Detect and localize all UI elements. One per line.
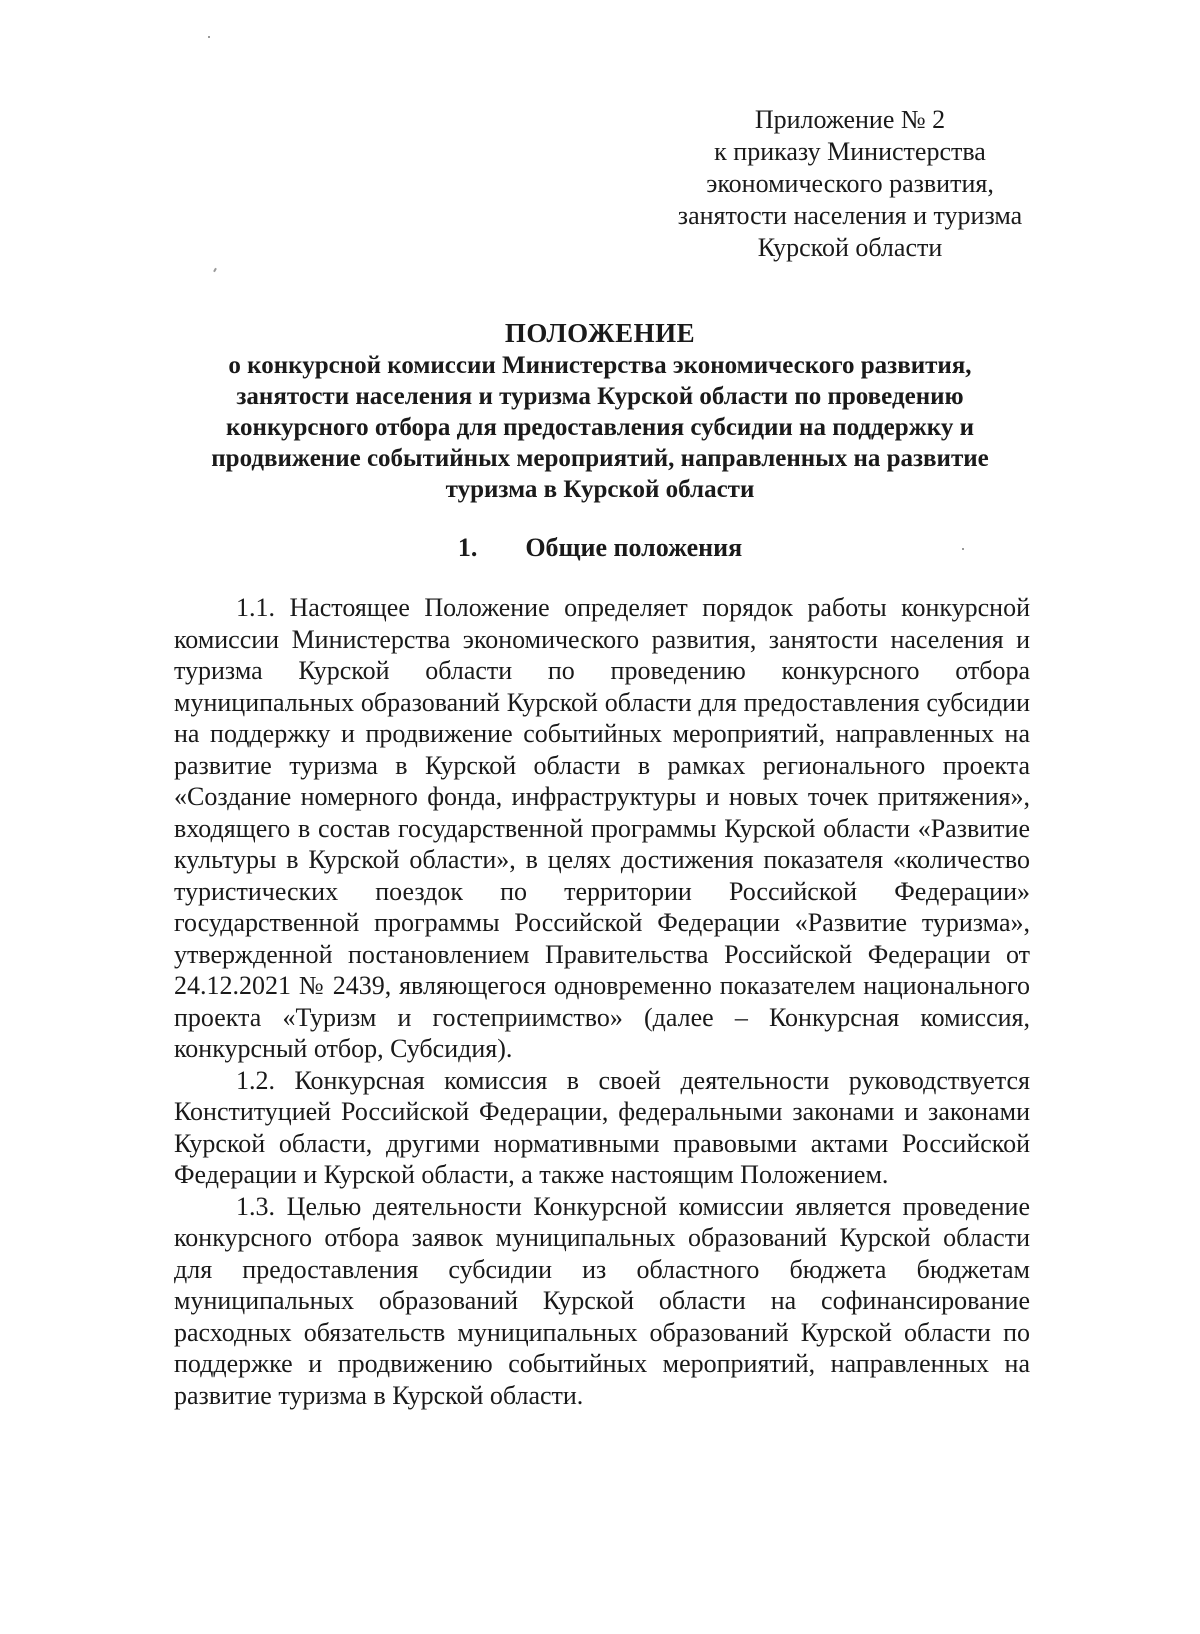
scan-speck: [208, 36, 210, 38]
appendix-line: Курской области: [757, 233, 943, 262]
paragraph-1-3: 1.3. Целью деятельности Конкурсной комиссии является проведение конкурсного отбора заявок муниципальных образований Курской области для предоставления субсидии из областного бюджета бюджетам муниципальных образований Курской области на софинансирование расходных обязательств муниципальных образований Курской области по поддержке и продвижению событийных мероприятий, направленных на развитие туризма в Курской области.: [174, 1191, 1030, 1410]
appendix-line: Приложение № 2: [754, 105, 946, 134]
scan-speck: [213, 268, 217, 272]
appendix-block: [660, 104, 1040, 264]
scan-speck: [962, 548, 964, 550]
section-heading: [170, 532, 1030, 564]
document-subtitle: о конкурсной комиссии Министерства экономического развития, занятости населения и туризма Курской области по проведению конкурсного отбора для предоставления субсидии на поддержку и продвижение событийных мероприятий, направленных на развитие туризма в Курской области: [211, 352, 989, 503]
paragraph-1-2: 1.2. Конкурсная комиссия в своей деятельности руководствуется Конституцией Российской Федерации, федеральными законами и законами Курской области, другими нормативными правовыми актами Российской Федерации и Курской области, а также настоящим Положением.: [174, 1065, 1030, 1189]
paragraph-1-1: 1.1. Настоящее Положение определяет порядок работы конкурсной комиссии Министерства экономического развития, занятости населения и туризма Курской области по проведению конкурсного отбора муниципальных образований Курской области для предоставления субсидии на поддержку и продвижение событийных мероприятий, направленных на развитие туризма в Курской области в рамках регионального проекта «Создание номерного фонда, инфраструктуры и новых точек притяжения», входящего в состав государственной программы Курской области «Развитие культуры в Курской области», в целях достижения показателя «количество туристических поездок по территории Российской Федерации» государственной программы Российской Федерации «Развитие туризма», утвержденной постановлением Правительства Российской Федерации от 24.12.2021 № 2439, являющегося одновременно показателем национального проекта «Туризм и гостеприимство» (далее – Конкурсная комиссия, конкурсный отбор, Субсидия).: [174, 593, 1030, 1063]
document-title: ПОЛОЖЕНИЕ: [504, 318, 696, 348]
section-number: 1.: [457, 533, 478, 562]
appendix-line: занятости населения и туризма: [677, 201, 1023, 230]
body-text: [174, 592, 1030, 1411]
section-title: Общие положения: [525, 533, 743, 562]
appendix-line: экономического развития,: [706, 169, 994, 198]
document-title-block: [170, 316, 1030, 505]
appendix-line: к приказу Министерства: [714, 137, 986, 166]
